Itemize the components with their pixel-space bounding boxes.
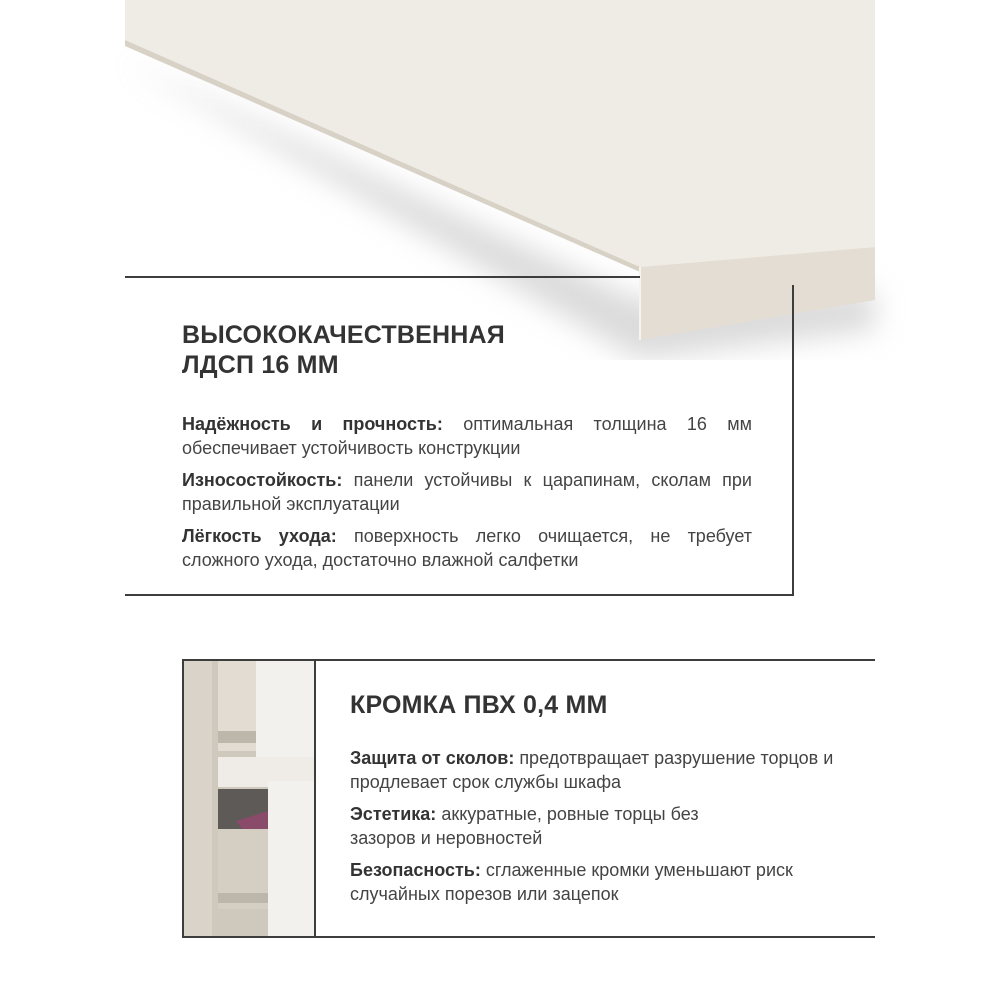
section-title: [182, 320, 752, 380]
feature-chip-protection: [350, 746, 850, 794]
feature-text: аккуратные, ровные торцы без зазоров и неровностей: [350, 804, 699, 848]
feature-label: Износостойкость:: [182, 470, 343, 490]
box2-divider: [314, 659, 316, 938]
drawer-edge-image: [184, 661, 314, 936]
section-ldsp: [182, 320, 752, 572]
feature-text: оптимальная толщина 16 мм обеспечивает устойчивость конструкции: [182, 414, 752, 458]
ldsp-board-image: [0, 0, 1000, 360]
feature-aesthetics: [350, 802, 730, 850]
title-line: ВЫСОКОКАЧЕСТВЕННАЯ: [182, 321, 505, 349]
feature-label: Эстетика:: [350, 804, 437, 824]
feature-label: Безопасность:: [350, 860, 481, 880]
feature-label: Защита от сколов:: [350, 748, 515, 768]
feature-text: поверхность легко очищается, не требует сложного ухода, достаточно влажной салфетки: [182, 526, 752, 570]
box1-right-border: [792, 285, 794, 596]
feature-easy-care: [182, 524, 752, 572]
section-title: КРОМКА ПВХ 0,4 ММ: [350, 691, 608, 719]
feature-label: Надёжность и прочность:: [182, 414, 443, 434]
feature-reliability: [182, 412, 752, 460]
box1-bottom-border: [125, 594, 794, 596]
feature-text: сглаженные кромки уменьшают риск случайных порезов или зацепок: [350, 860, 793, 904]
feature-wear-resistance: [182, 468, 752, 516]
section-pvc-edge: [350, 690, 850, 906]
title-line: ЛДСП 16 ММ: [182, 351, 339, 379]
feature-text: предотвращает разрушение торцов и продлевает срок службы шкафа: [350, 748, 834, 792]
box1-top-border: [125, 276, 640, 278]
feature-text: панели устойчивы к царапинам, сколам при правильной эксплуатации: [182, 470, 752, 514]
feature-label: Лёгкость ухода:: [182, 526, 337, 546]
box2-bottom-border: [182, 936, 875, 938]
feature-safety: [350, 858, 850, 906]
